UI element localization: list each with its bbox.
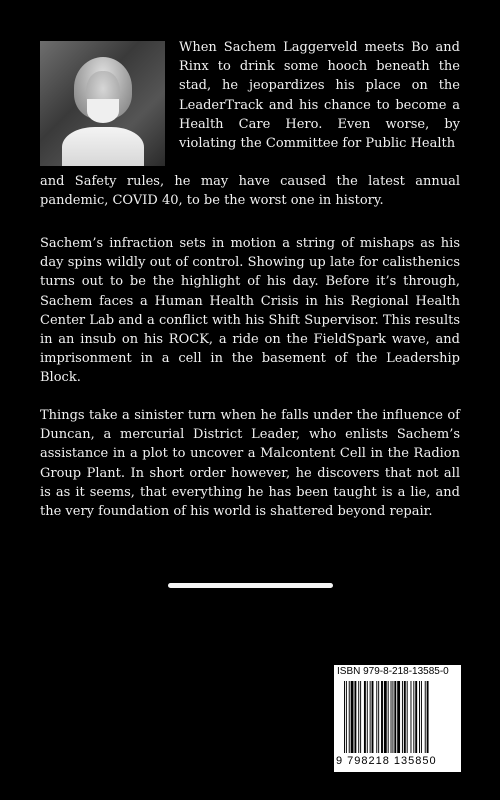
barcode-stripe <box>344 681 345 753</box>
barcode-stripe <box>354 681 356 753</box>
author-shirt <box>62 127 144 166</box>
isbn-label: ISBN 979-8-218-13585-0 <box>337 666 449 677</box>
barcode-stripe <box>360 681 361 753</box>
barcode-stripe <box>394 681 396 753</box>
barcode-stripe <box>372 681 374 753</box>
isbn-barcode <box>334 665 461 772</box>
barcode-stripe <box>381 681 383 753</box>
barcode-stripe <box>384 681 387 753</box>
barcode-stripe <box>421 681 422 753</box>
barcode-stripe <box>370 681 371 753</box>
blurb-paragraph-2: Sachem’s infraction sets in motion a string of mishaps as his day spins wildly out of control. Showing up late for calisthenics turns out to be the highlight of his day. Before it’s through, Sachem faces a Human Health Crisis in his Regional Health Center Lab and a conflict with his Shift Supervisor. This results in an insub on his ROCK, a ride on the FieldSpark wave, and imprisonment in a cell in the basement of the Leadership Block. <box>40 236 460 386</box>
barcode-bars <box>344 681 456 753</box>
blurb-paragraph-1-top: When Sachem Laggerveld meets Bo and Rinx to drink some hooch beneath the stad, he jeopardizes his place on the LeaderTrack and his chance to become a Health Care Hero. Even worse, by violating the Committee for Public Health <box>179 40 460 152</box>
barcode-stripe <box>402 681 403 753</box>
barcode-stripe <box>364 681 366 753</box>
barcode-stripe <box>397 681 400 753</box>
barcode-stripe <box>392 681 393 753</box>
barcode-stripe <box>404 681 406 753</box>
barcode-stripe <box>376 681 377 753</box>
barcode-stripe <box>358 681 359 753</box>
barcode-stripe <box>349 681 350 753</box>
barcode-stripe <box>411 681 412 753</box>
barcode-stripe <box>407 681 408 753</box>
barcode-stripe <box>378 681 379 753</box>
barcode-stripe <box>346 681 347 753</box>
barcode-stripe <box>419 681 420 753</box>
divider-bar <box>168 583 333 588</box>
barcode-stripe <box>413 681 414 753</box>
barcode-stripe <box>425 681 426 753</box>
author-photo <box>40 41 165 166</box>
author-beard <box>87 99 119 123</box>
blurb-paragraph-3: Things take a sinister turn when he falls under the influence of Duncan, a mercurial District Leader, who enlists Sachem’s assistance in a plot to uncover a Malcontent Cell in the Radion Group Plant. In short order however, he discovers that not all is as it seems, that everything he has been taught is a lie, and the very foundation of his world is shattered beyond repair. <box>40 408 460 520</box>
barcode-stripe <box>388 681 389 753</box>
barcode-stripe <box>427 681 429 753</box>
isbn-digits: 9 798218 135850 <box>336 755 437 767</box>
blurb-paragraph-1-bottom: and Safety rules, he may have caused the latest annual pandemic, COVID 40, to be the worst one in history. <box>40 174 460 209</box>
barcode-stripe <box>351 681 354 753</box>
barcode-stripe <box>391 681 392 753</box>
barcode-stripe <box>367 681 368 753</box>
barcode-stripe <box>415 681 417 753</box>
